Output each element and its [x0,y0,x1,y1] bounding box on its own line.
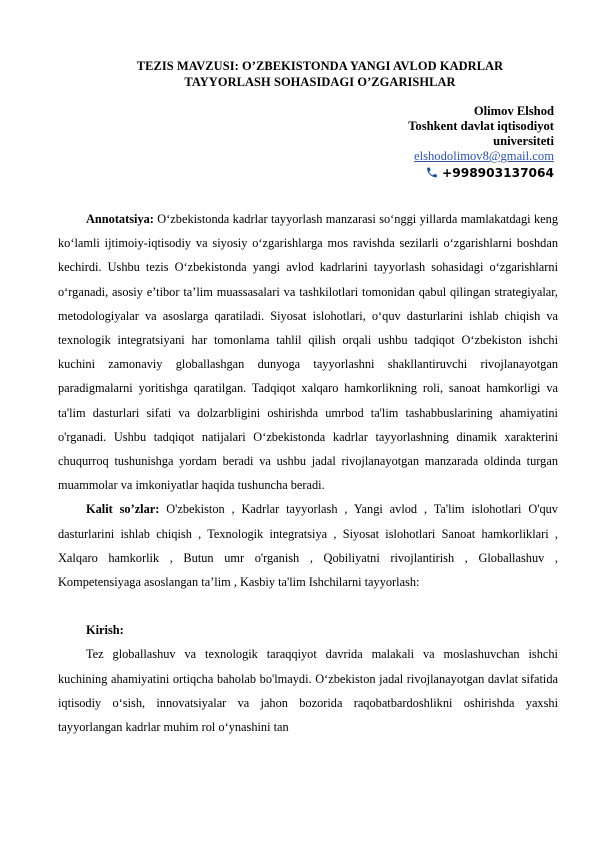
annotation-text: O‘zbekistonda kadrlar tayyorlash manzarasi so‘nggi yillarda mamlakatdagi keng ko‘lamli ijtimoiy-iqtisodiy va siyosiy o‘zgarishlarga mos ravishda sezilarli o‘zgarishlarni boshdan kechirdi. Ushbu tezis O‘zbekistonda yangi avlod kadrlarini tayyorlash sohasidagi o‘zgarishlarni o‘rganadi, asosiy e’tibor ta’lim muassasalari va tashkilotlari tomonidan qabul qilingan strategiyalar, metodologiyalar va asoslarga qaratiladi. Siyosat islohotlari, o‘quv dasturlarini ishlab chiqish va texnologik integratsiyani har tomonlama tahlil qilish orqali ushbu tadqiqot O‘zbekiston ishchi kuchini zamonaviy globallashgan dunyoga tayyorlashni shakllantiruvchi rivojlanayotgan paradigmalarni yoritishga qaratilgan. Tadqiqot xalqaro hamkorlikning roli, sanoat hamkorligi va ta'lim dasturlari sifati va dolzarbligini oshirishda umrbod ta'lim tashabbuslarining ahamiyatini o'rganadi. Ushbu tadqiqot natijalari O‘zbekistonda kadrlar tayyorlashning dinamik xarakterini chuqurroq tushunishga yordam beradi va ushbu jadal rivojlanayotgan manzarada oldinda turgan muammolar va imkoniyatlar haqida tushuncha beradi. [58,212,558,493]
author-block [408,104,554,181]
keywords-text: O'zbekiston , Kadrlar tayyorlash , Yangi avlod , Ta'lim islohotlari O'quv dasturlarini ishlab chiqish , Texnologik integratsiya , Siyosat islohotlari Sanoat hamkorliklari , Xalqaro hamkorlik , Butun umr o'rganish , Qobiliyatni rivojlantirish , Globallashuv , Kompetensiyaga asoslangan ta’lim , Kasbiy ta'lim Ishchilarni tayyorlash: [58,502,558,590]
author-phone [408,166,554,181]
intro-heading: Kirish: [86,623,124,638]
author-email-link[interactable]: elshodolimov8@gmail.com [414,149,554,163]
annotation-label: Annotatsiya: [86,212,154,226]
author-name: Olimov Elshod [473,104,554,118]
title-line-1: TEZIS MAVZUSI: O’ZBEKISTONDA YANGI AVLOD KADRLAR [136,59,504,73]
title-line-2: TAYYORLASH SOHASIDAGI O’ZGARISHLAR [184,75,456,89]
document-title [60,58,580,90]
section-spacer [58,594,558,618]
keywords-paragraph [58,497,558,594]
document-body [58,207,558,739]
annotation-paragraph [58,207,558,497]
phone-icon [425,166,439,179]
author-affiliation-line-1: Toshkent davlat iqtisodiyot [408,119,554,133]
author-affiliation-line-2: universiteti [493,134,554,148]
author-phone-number: +998903137064 [442,166,554,180]
keywords-label: Kalit so’zlar: [86,502,160,517]
intro-paragraph: Tez globallashuv va texnologik taraqqiyot davrida malakali va moslashuvchan ishchi kuchining ahamiyatini ortiqcha baholab bo'lmaydi. O‘zbekiston jadal rivojlanayotgan davlat sifatida iqtisodiy o‘sish, innovatsiyalar va jahon bozorida raqobatbardoshlikni oshirishda yaxshi tayyorlangan kadrlar muhim rol o‘ynashini tan [58,647,558,735]
